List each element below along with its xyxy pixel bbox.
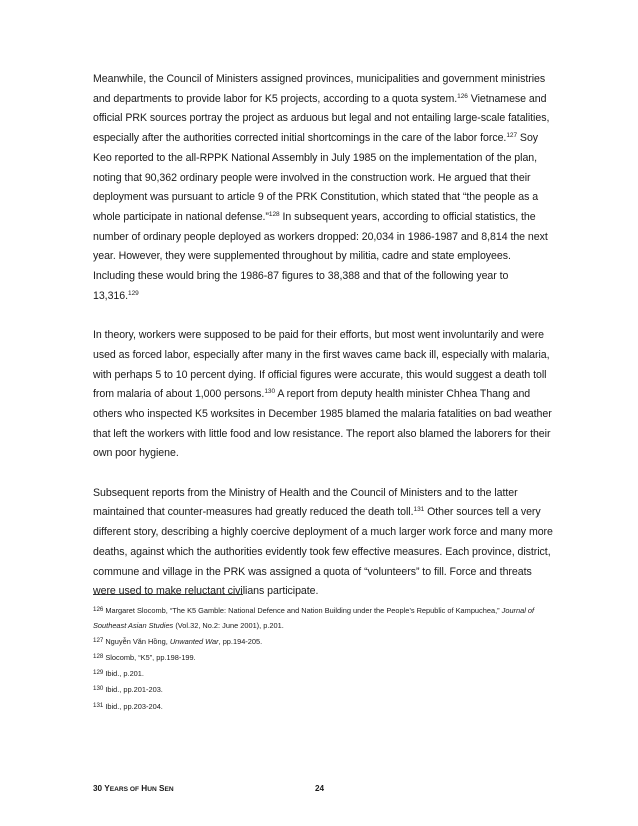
paragraph xyxy=(93,484,555,602)
text-run: Soy Keo reported to the all-RPPK National Assembly in July 1985 on the implementation of the plan, noting that 90,362 ordinary people were involved in the construction work. He argued that their deployment was pursuant to article 9 of the PRK Constitution, which stated that “the people as a whole participate in national defense.” xyxy=(93,132,539,223)
footnote xyxy=(93,681,563,697)
footnote-italic: Unwanted War xyxy=(169,637,219,647)
footnote-number: 129 xyxy=(93,669,104,677)
running-title-part: EARS OF xyxy=(109,786,140,793)
running-title-part: 30 Y xyxy=(93,784,110,793)
footnote-number: 131 xyxy=(93,701,104,709)
page-number: 24 xyxy=(315,784,325,793)
footnote-number: 127 xyxy=(93,637,104,645)
footnote-text: Ibid., p.201. xyxy=(105,669,144,679)
footnote xyxy=(93,649,563,665)
footnote-ref: 128 xyxy=(268,210,280,218)
footnote-text: Nguyễn Văn Hồng, xyxy=(105,637,170,647)
footnote-text: Margaret Slocomb, “The K5 Gamble: National Defence and Nation Building under the People’s Republic of Kampuchea,” xyxy=(105,606,502,615)
footnote-text: (Vol.32, No.2: June 2001), p.201. xyxy=(173,621,284,631)
text-run: Other sources tell a very different story, describing a highly coercive deployment of a much larger work force and many more deaths, against which the authorities evidently took few effective measures. Each province, district, commune and village in the PRK was assigned a quota of “volunteers” to fill. Force and threats were used to make reluctant civilians participate. xyxy=(93,506,553,598)
footnote-text: , pp.194-205. xyxy=(218,637,263,647)
paragraph xyxy=(93,70,555,306)
text-run: In theory, workers were supposed to be paid for their efforts, but most went involuntarily and were used as forced labor, especially after many in the first waves came back ill, especially with malaria, with perhaps 5 to 10 percent dying. If official figures were accurate, this would suggest a death toll from malaria of about 1,000 persons. xyxy=(93,329,550,401)
footnote-number: 126 xyxy=(93,606,104,613)
text-run: In subsequent years, according to official statistics, the number of ordinary people deployed as workers dropped: 20,034 in 1986-1987 and 8,814 the next year. However, they were supplemented throughout by militia, cadre and state employees. Including these would bring the 1986-87 figures to 38,388 and that of the following year to 13,316. xyxy=(93,210,548,302)
text-run: A report from deputy health minister Chhea Thang and others who inspected K5 worksites in December 1985 blamed the malaria fatalities on bad weather that left the workers with little food and low resistance. The report also blamed the laborers for their own poor hygiene. xyxy=(93,388,552,460)
footnote-ref: 129 xyxy=(128,289,139,297)
body-text xyxy=(93,70,555,622)
footnotes xyxy=(93,602,563,714)
paragraph xyxy=(93,326,555,464)
running-title-part: UN xyxy=(147,786,157,793)
footnote-number: 130 xyxy=(93,685,104,693)
footnote-ref: 131 xyxy=(413,506,425,514)
footnote-italic: Journal of Southeast Asian Studies xyxy=(93,606,535,631)
running-title-part: EN xyxy=(164,786,174,793)
text-run: Meanwhile, the Council of Ministers assigned provinces, municipalities and government ministries and departments to provide labor for K5 projects, according to a quota system. xyxy=(93,73,546,105)
text-run: Subsequent reports from the Ministry of Health and the Council of Ministers and to the latter maintained that counter-measures had greatly reduced the death toll. xyxy=(93,486,518,519)
footnote xyxy=(93,665,563,681)
footnote-ref: 126 xyxy=(457,92,468,100)
footnote-separator xyxy=(93,594,243,595)
footnote-number: 128 xyxy=(93,653,104,661)
footnote-text: Ibid., pp.203-204. xyxy=(105,701,163,711)
footnote-ref: 130 xyxy=(264,388,276,396)
footnote xyxy=(93,698,563,714)
footnote-ref: 127 xyxy=(506,132,518,140)
footnote xyxy=(93,602,563,633)
footnote-text: Ibid., pp.201-203. xyxy=(105,685,163,695)
text-run: Vietnamese and official PRK sources portray the project as arduous but legal and not entailing large-scale fatalities, especially after the authorities corrected initial shortcomings in the care of the labor force. xyxy=(93,92,550,145)
running-title-part: H xyxy=(139,784,148,793)
footnote-text: Slocomb, “K5”, pp.198-199. xyxy=(105,653,196,663)
footnote xyxy=(93,633,563,649)
running-title xyxy=(93,784,174,793)
running-title-part: S xyxy=(156,784,165,793)
